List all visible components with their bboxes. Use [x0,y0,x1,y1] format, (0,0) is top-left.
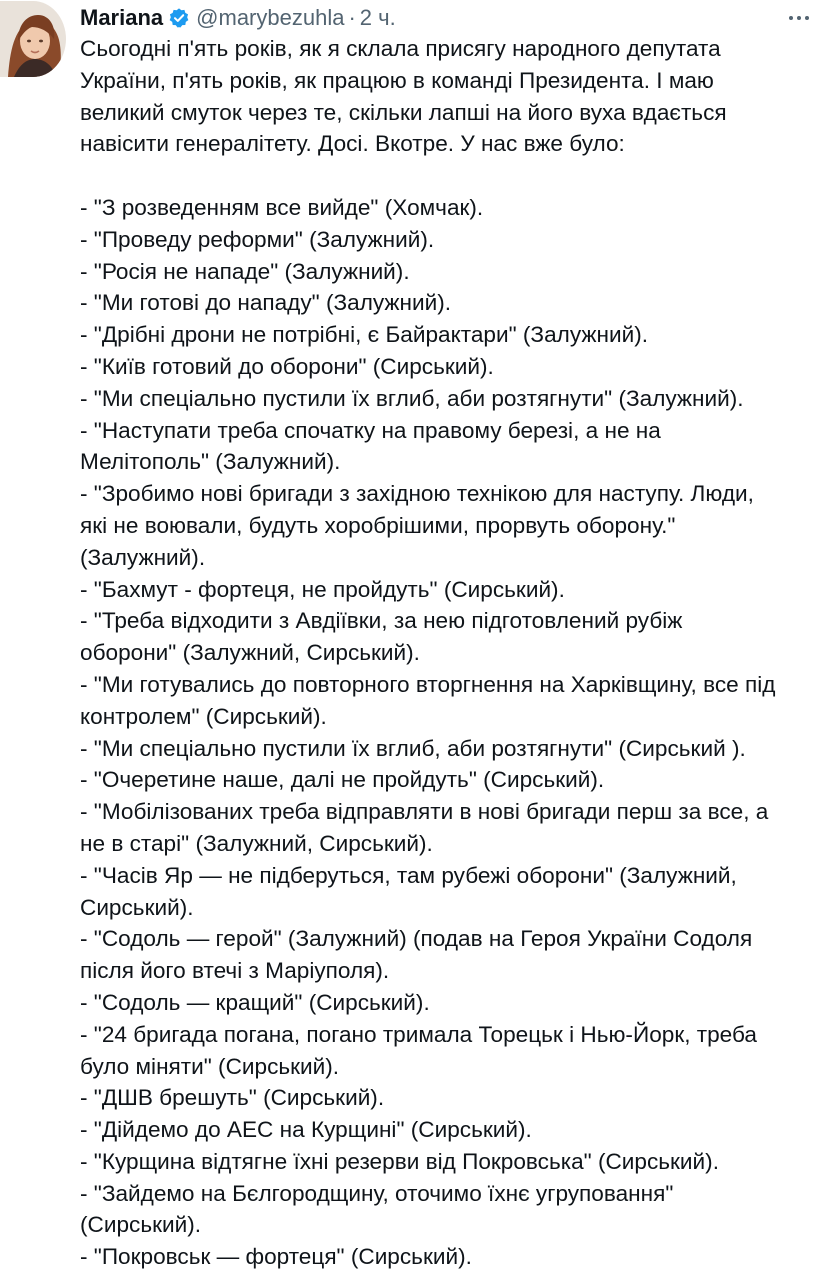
list-line: - "Зайдемо на Бєлгородщину, оточимо їхнє угруповання" [80,1180,674,1206]
display-name[interactable]: Mariana [80,5,164,30]
list-line: - "Дійдемо до АЕС на Курщині" (Сирський). [80,1117,532,1143]
list-line: - "Содоль — герой" (Залужний) (подав на Героя України Содоля [80,926,753,952]
list-line: - "Київ готовий до оборони" (Сирський). [80,353,494,379]
list-line: не в старі" (Залужний, Сирський). [80,830,433,856]
profile-photo-avatar [0,1,66,77]
text-line: України, п'ять років, як працюю в команді Президента. І маю [80,67,714,93]
list-line: - "Содоль — кращий" (Сирський). [80,989,430,1015]
more-options-icon[interactable] [784,6,814,30]
list-line: - "Часів Яр — не підберуться, там рубежі оборони" (Залужний, [80,862,737,888]
list-line: (Сирський). [80,1212,202,1238]
list-line: - "Росія не нападе" (Залужний). [80,258,410,284]
list-line: (Залужний). [80,544,206,570]
list-line: - "Треба відходити з Авдіївки, за нею підготовлений рубіж [80,608,683,634]
user-handle[interactable]: @marybezuhla [196,5,345,30]
text-line: великий смуток через те, скільки лапші на його вуха вдається [80,99,727,125]
avatar[interactable] [0,1,66,77]
list-line: оборони" (Залужний, Сирський). [80,640,420,666]
list-line: було міняти" (Сирський). [80,1053,340,1079]
list-line: після його втечі з Маріуполя). [80,958,390,984]
separator-dot: · [348,5,356,30]
list-line: - "Проведу реформи" (Залужний). [80,226,435,252]
list-line: - "З розведенням все вийде" (Хомчак). [80,194,484,220]
list-line: - "Зробимо нові бригади з західною технікою для наступу. Люди, [80,481,754,507]
list-line: - "Ми спеціально пустили їх вглиб, аби розтягнути" (Сирський ). [80,735,746,761]
list-line: - "Покровськ — фортеця" (Сирський). [80,1244,472,1270]
list-line: контролем" (Сирський). [80,703,327,729]
list-line: - "Бахмут - фортеця, не пройдуть" (Сирський). [80,576,565,602]
text-line: Сьогодні п'ять років, як я склала присягу народного депутата [80,36,721,61]
list-line: - "Ми готові до нападу" (Залужний). [80,290,452,316]
tweet-text [80,33,818,1273]
timestamp[interactable]: 2 ч. [359,5,396,30]
list-line: - "Ми готувались до повторного вторгнення на Харківщину, все під [80,671,776,697]
list-line: - "ДШВ брешуть" (Сирський). [80,1085,385,1111]
list-line: - "Ми спеціально пустили їх вглиб, аби розтягнути" (Залужний). [80,385,744,411]
verified-badge-icon [168,7,190,29]
list-line: - "Наступати треба спочатку на правому березі, а не на [80,417,661,443]
list-line: які не воювали, будуть хоробрішими, прорвуть оборону." [80,512,676,538]
list-line: Сирський). [80,894,194,920]
list-line: - "Очеретине наше, далі не пройдуть" (Сирський). [80,767,605,793]
text-line: навісити генералітету. Досі. Вкотре. У нас вже було: [80,131,625,157]
list-line: - "Мобілізованих треба відправляти в нові бригади перш за все, а [80,799,769,825]
tweet-header [80,3,396,33]
blank-line [80,160,818,192]
list-line: - "Дрібні дрони не потрібні, є Байрактари" (Залужний). [80,322,648,348]
list-line: - "Курщина відтягне їхні резерви від Покровська" (Сирський). [80,1148,719,1174]
list-line: - "24 бригада погана, погано тримала Торецьк і Нью-Йорк, треба [80,1021,757,1047]
list-line: Мелітополь" (Залужний). [80,449,341,475]
